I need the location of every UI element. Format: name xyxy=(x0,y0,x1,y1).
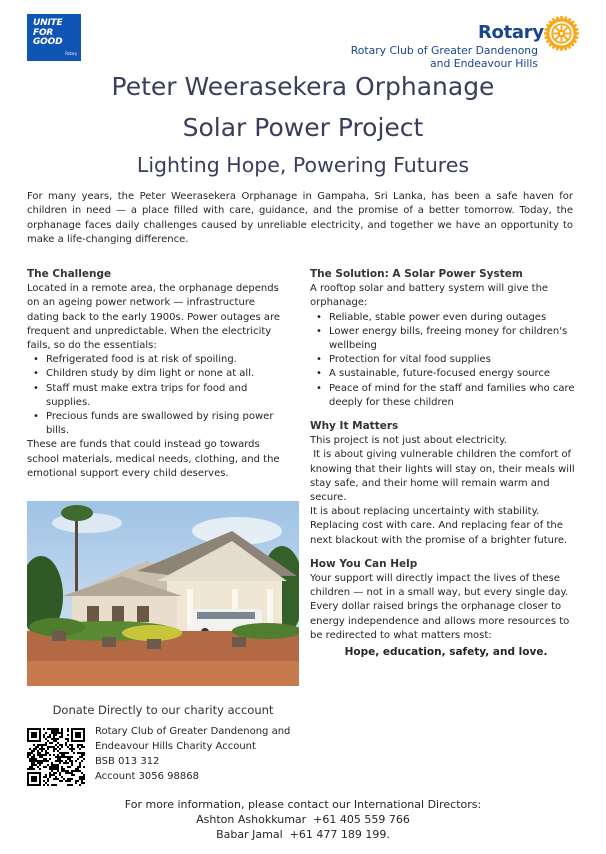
unite-logo-line-1: UNITE xyxy=(33,18,63,28)
solution-heading: The Solution: A Solar Power System xyxy=(310,268,523,280)
help-tagline: Hope, education, safety, and love. xyxy=(344,646,548,659)
rotary-wheel-icon xyxy=(543,15,580,52)
challenge-paragraph: Located in a remote area, the orphanage depends on an ageing power network — infrastructure dating back to the early 1900s. Power outages are frequent and unpredictable. When the electricity fails, so do the essentials: xyxy=(27,283,281,352)
solution-paragraph: A rooftop solar and battery system will give the orphanage: xyxy=(310,283,549,309)
list-item: • Reliable, stable power even during outages xyxy=(310,311,582,325)
bsb-number: BSB 013 312 xyxy=(95,756,160,767)
list-item: • Children study by dim light or none at all. xyxy=(27,367,281,381)
solution-section xyxy=(310,267,582,659)
why-heading: Why It Matters xyxy=(310,420,399,433)
help-paragraph-1: Your support will directly impact the lives of these children — not in a small way, but every single day. xyxy=(310,573,569,599)
charity-account-details xyxy=(95,724,290,784)
account-name-line-1: Rotary Club of Greater Dandenong and xyxy=(95,726,291,737)
help-heading: How You Can Help xyxy=(310,557,418,570)
rotary-club-line-1: Rotary Club of Greater Dandenong xyxy=(350,44,538,57)
account-number: Account 3056 98868 xyxy=(95,771,199,782)
list-item: • Precious funds are swallowed by rising power bills. xyxy=(27,410,281,438)
unite-logo-line-3: GOOD xyxy=(33,37,63,47)
challenge-section xyxy=(27,267,281,481)
donate-heading: Donate Directly to our charity account xyxy=(52,703,274,717)
list-item: • Lower energy bills, freeing money for children's wellbeing xyxy=(310,325,582,353)
contact-section xyxy=(0,797,606,842)
unite-logo-line-2: FOR xyxy=(33,27,54,38)
rotary-logo-wordmark: Rotary xyxy=(478,22,544,43)
qr-code-icon[interactable] xyxy=(27,728,85,786)
list-item: • Peace of mind for the staff and families who care deeply for these children xyxy=(310,382,582,410)
solution-list xyxy=(310,311,582,410)
page-title-line-1: Peter Weerasekera Orphanage xyxy=(111,72,495,101)
unite-logo-small-text: Rotary xyxy=(65,50,77,56)
why-paragraph-1: This project is not just about electricity. xyxy=(310,435,507,447)
list-item: • Staff must make extra trips for food and supplies. xyxy=(27,382,281,410)
challenge-closing: These are funds that could instead go towards school materials, medical needs, clothing, and the emotional support every child deserves. xyxy=(27,439,280,479)
intro-paragraph: For many years, the Peter Weerasekera Orphanage in Gampaha, Sri Lanka, has been a safe haven for children in need — a place filled with care, guidance, and the promise of a better tomorrow. Today, the orphanage faces daily challenges caused by unreliable electricity, and together we have an opportunity to make a life-changing difference. xyxy=(27,191,573,245)
unite-for-good-logo xyxy=(27,14,81,61)
contact-intro: For more information, please contact our International Directors: xyxy=(124,798,482,811)
rotary-club-name xyxy=(351,45,538,70)
rotary-club-line-2: and Endeavour Hills xyxy=(430,56,538,70)
account-name-line-2: Endeavour Hills Charity Account xyxy=(95,741,256,752)
page-title-line-2: Solar Power Project xyxy=(182,113,424,142)
contact-director-1: Ashton Ashokkumar +61 405 559 766 xyxy=(196,813,410,826)
orphanage-building-photo xyxy=(27,501,299,686)
list-item: • A sustainable, future-focused energy source xyxy=(310,367,582,381)
why-paragraph-2: It is about giving vulnerable children the comfort of knowing that their lights will stay on, their meals will stay safe, and their home will remain warm and secure. xyxy=(310,449,578,504)
page-subtitle: Lighting Hope, Powering Futures xyxy=(136,153,470,177)
challenge-heading: The Challenge xyxy=(27,268,112,280)
list-item: • Refrigerated food is at risk of spoiling. xyxy=(27,353,281,367)
list-item: • Protection for vital food supplies xyxy=(310,353,582,367)
why-paragraph-3: It is about replacing uncertainty with stability. Replacing cost with care. And replacing fear of the next blackout with the promise of a brighter future. xyxy=(310,506,568,546)
challenge-list xyxy=(27,353,281,438)
help-paragraph-2: Every dollar raised brings the orphanage closer to energy independence and allows more resources to be redirected to what matters most: xyxy=(310,601,570,641)
contact-director-2: Babar Jamal +61 477 189 199. xyxy=(216,828,390,841)
